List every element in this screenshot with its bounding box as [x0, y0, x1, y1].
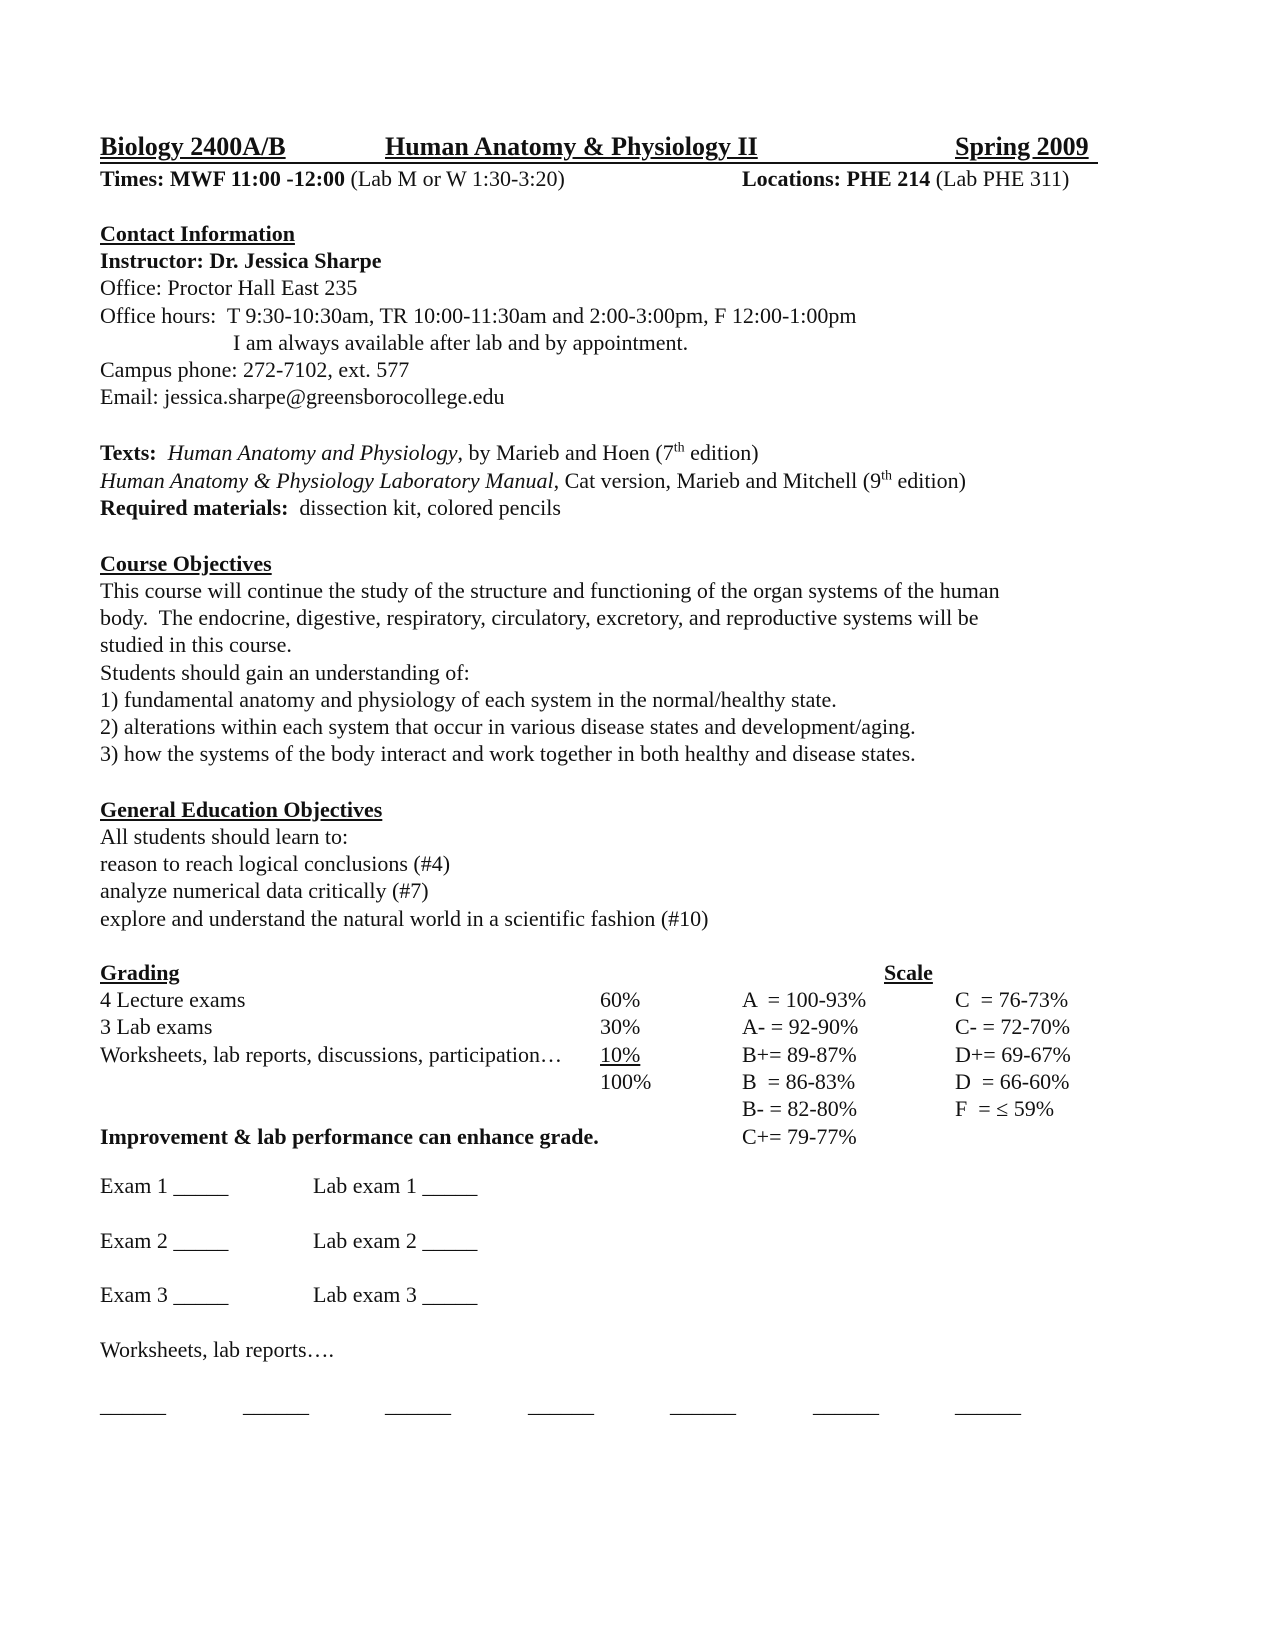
grading-item-pct: 30% — [600, 1014, 641, 1039]
objectives-line: Students should gain an understanding of: — [100, 660, 470, 685]
availability-note: I am always available after lab and by appointment. — [233, 330, 689, 355]
gen-ed-line: All students should learn to: — [100, 824, 349, 849]
office-hours: Office hours: T 9:30-10:30am, TR 10:00-11:30am and 2:00-3:00pm, F 12:00-1:00pm — [100, 303, 857, 328]
objectives-line: 3) how the systems of the body interact and work together in both healthy and disease states. — [100, 741, 916, 766]
objectives-line: studied in this course. — [100, 632, 292, 657]
exam-score-blank: Exam 3 _____ — [100, 1282, 229, 1307]
gen-ed-line: explore and understand the natural world in a scientific fashion (#10) — [100, 906, 709, 931]
scale-entry: C- = 72-70% — [955, 1014, 1071, 1039]
objectives-line: This course will continue the study of the structure and functioning of the organ systems of the human — [100, 578, 1000, 603]
grading-total: 100% — [600, 1069, 652, 1094]
office-location: Office: Proctor Hall East 235 — [100, 275, 358, 300]
email-address: Email: jessica.sharpe@greensborocollege.edu — [100, 384, 505, 409]
worksheet-score-blank: ______ — [385, 1392, 451, 1417]
objectives-line: body. The endocrine, digestive, respiratory, circulatory, excretory, and reproductive systems will be — [100, 605, 979, 630]
scale-entry: C+= 79-77% — [742, 1124, 857, 1149]
grading-item-name: 3 Lab exams — [100, 1014, 213, 1039]
grading-heading: Grading — [100, 960, 180, 985]
worksheet-score-blank: ______ — [813, 1392, 879, 1417]
course-title: Human Anatomy & Physiology II — [385, 132, 758, 161]
worksheet-score-blank: ______ — [670, 1392, 736, 1417]
grading-item-pct: 60% — [600, 987, 641, 1012]
objectives-line: 2) alterations within each system that occur in various disease states and development/aging. — [100, 714, 916, 739]
required-materials: Required materials: dissection kit, colored pencils — [100, 495, 561, 520]
class-times: Times: MWF 11:00 -12:00 (Lab M or W 1:30-3:20) — [100, 166, 565, 191]
worksheet-score-blank: ______ — [243, 1392, 309, 1417]
textbook-line: Texts: Human Anatomy and Physiology, by Marieb and Hoen (7th edition) — [100, 440, 759, 465]
header-rule — [100, 162, 1098, 164]
worksheets-label: Worksheets, lab reports…. — [100, 1337, 335, 1362]
grade-enhancement-note: Improvement & lab performance can enhance grade. — [100, 1124, 599, 1149]
scale-entry: D = 66-60% — [955, 1069, 1070, 1094]
scale-heading: Scale — [884, 960, 933, 985]
exam-score-blank: Exam 2 _____ — [100, 1228, 229, 1253]
gen-ed-line: reason to reach logical conclusions (#4) — [100, 851, 451, 876]
scale-entry: B = 86-83% — [742, 1069, 856, 1094]
grading-item-name: Worksheets, lab reports, discussions, participation… — [100, 1042, 562, 1067]
contact-heading: Contact Information — [100, 221, 295, 246]
course-code: Biology 2400A/B — [100, 132, 286, 161]
scale-entry: F = ≤ 59% — [955, 1096, 1055, 1121]
scale-entry: D+= 69-67% — [955, 1042, 1071, 1067]
scale-entry: B+= 89-87% — [742, 1042, 857, 1067]
scale-entry: C = 76-73% — [955, 987, 1069, 1012]
scale-entry: B- = 82-80% — [742, 1096, 858, 1121]
lab-exam-score-blank: Lab exam 2 _____ — [313, 1228, 478, 1253]
instructor-name: Instructor: Dr. Jessica Sharpe — [100, 248, 382, 273]
lab-exam-score-blank: Lab exam 1 _____ — [313, 1173, 478, 1198]
objectives-line: 1) fundamental anatomy and physiology of each system in the normal/healthy state. — [100, 687, 837, 712]
grading-item-pct: 10% — [600, 1042, 641, 1067]
exam-score-blank: Exam 1 _____ — [100, 1173, 229, 1198]
objectives-heading: Course Objectives — [100, 551, 272, 576]
worksheet-score-blank: ______ — [100, 1392, 166, 1417]
scale-entry: A = 100-93% — [742, 987, 867, 1012]
worksheet-score-blank: ______ — [955, 1392, 1021, 1417]
campus-phone: Campus phone: 272-7102, ext. 577 — [100, 357, 410, 382]
gen-ed-line: analyze numerical data critically (#7) — [100, 878, 429, 903]
gen-ed-heading: General Education Objectives — [100, 797, 383, 822]
worksheet-score-blank: ______ — [528, 1392, 594, 1417]
class-locations: Locations: PHE 214 (Lab PHE 311) — [742, 166, 1070, 191]
grading-item-name: 4 Lecture exams — [100, 987, 246, 1012]
lab-manual-line: Human Anatomy & Physiology Laboratory Manual, Cat version, Marieb and Mitchell (9th edition) — [100, 468, 966, 493]
course-term: Spring 2009 — [955, 132, 1089, 161]
lab-exam-score-blank: Lab exam 3 _____ — [313, 1282, 478, 1307]
scale-entry: A- = 92-90% — [742, 1014, 859, 1039]
